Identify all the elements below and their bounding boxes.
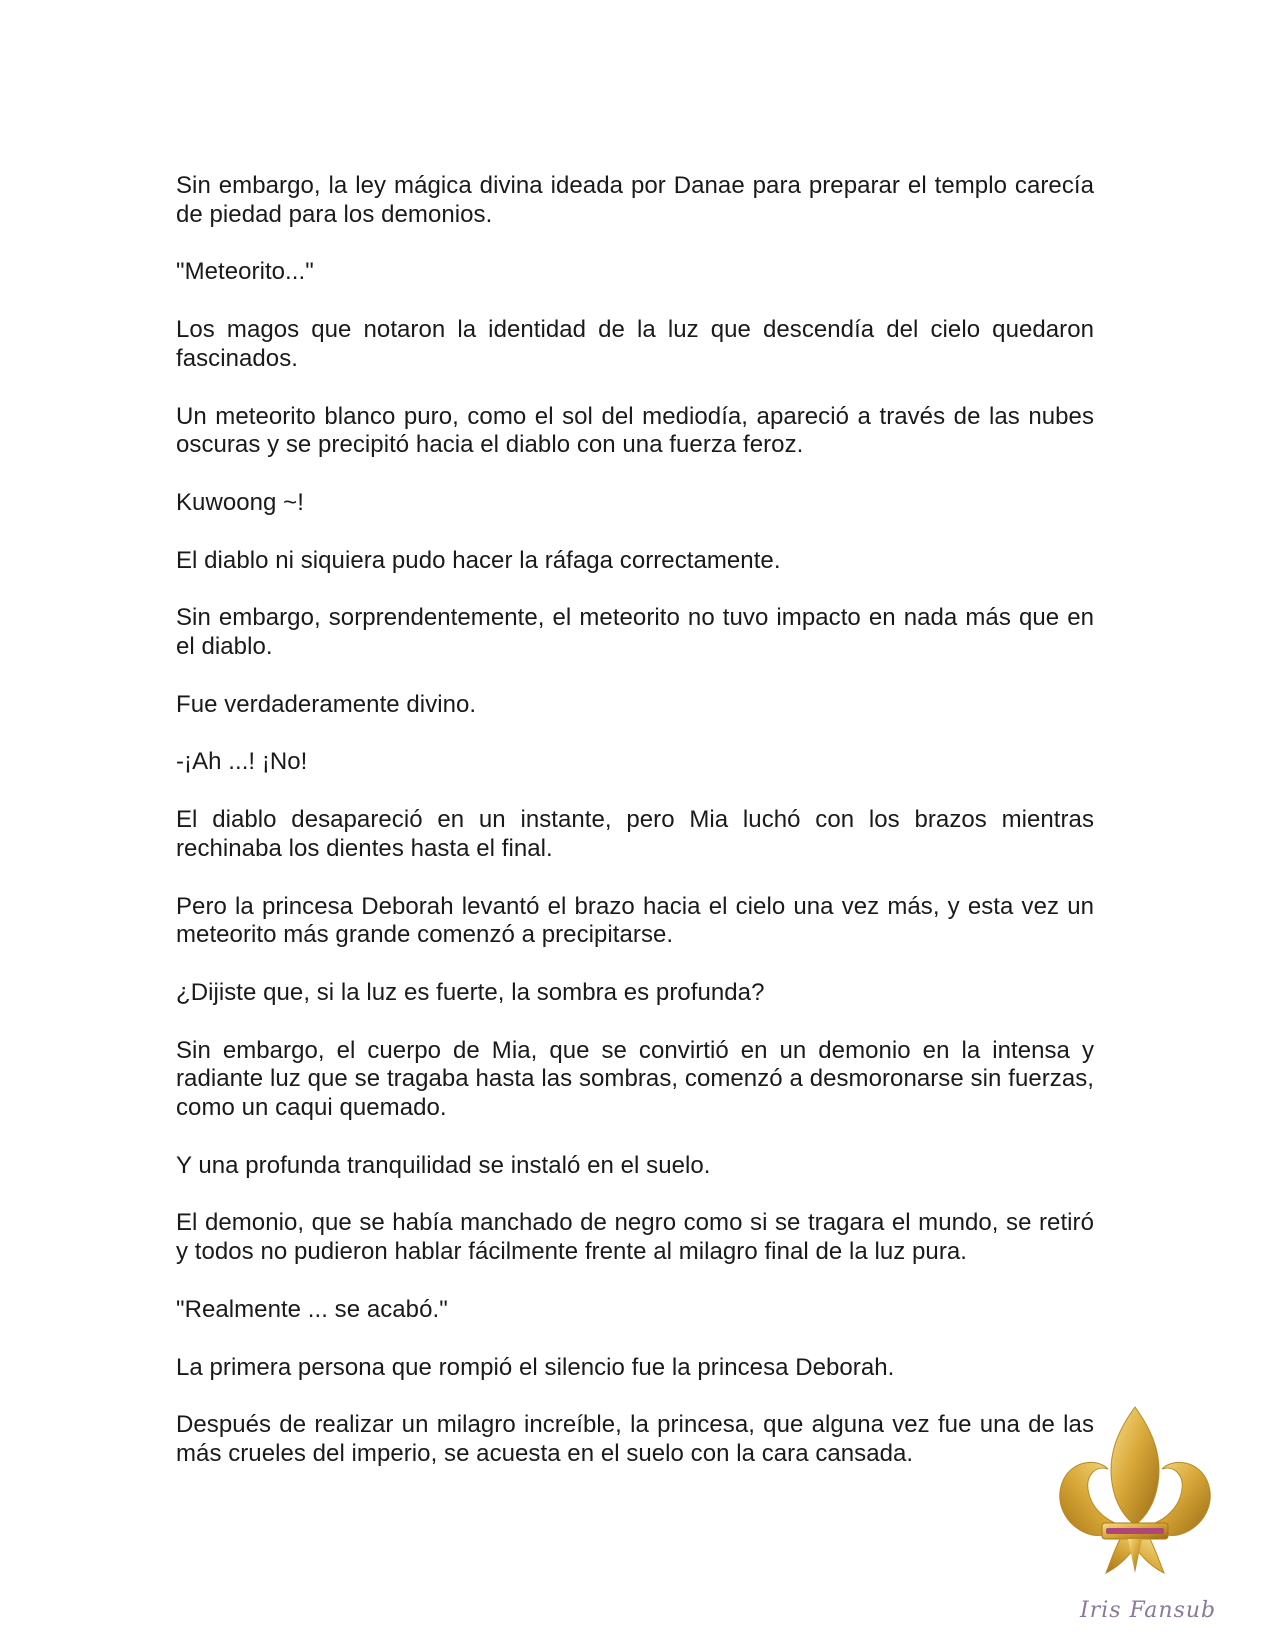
paragraph: Un meteorito blanco puro, como el sol del mediodía, apareció a través de las nubes oscuras y se precipitó hacia el diablo con una fuerza feroz. <box>176 402 1094 459</box>
paragraph: Sin embargo, la ley mágica divina ideada por Danae para preparar el templo carecía de piedad para los demonios. <box>176 172 1094 228</box>
paragraph: -¡Ah ...! ¡No! <box>176 748 308 776</box>
paragraph: El demonio, que se había manchado de negro como si se tragara el mundo, se retiró y todos no pudieron hablar fácilmente frente al milagro final de la luz pura. <box>176 1209 1094 1266</box>
paragraph: "Meteorito..." <box>176 258 314 286</box>
paragraph: Después de realizar un milagro increíble, la princesa, que alguna vez fue una de las más crueles del imperio, se acuesta en el suelo con la cara cansada. <box>176 1411 1094 1467</box>
paragraph: Los magos que notaron la identidad de la luz que descendía del cielo quedaron fascinados. <box>176 316 1094 372</box>
paragraph: Sin embargo, el cuerpo de Mia, que se convirtió en un demonio en la intensa y radiante luz que se tragaba hasta las sombras, comenzó a desmoronarse sin fuerzas, como un caqui quemado. <box>176 1036 1094 1122</box>
paragraph: El diablo desapareció en un instante, pero Mia luchó con los brazos mientras rechinaba los dientes hasta el final. <box>176 806 1094 862</box>
paragraph: Fue verdaderamente divino. <box>176 690 477 718</box>
signature-logo: Iris Fansub <box>1080 1598 1217 1623</box>
paragraph: El diablo ni siquiera pudo hacer la ráfaga correctamente. <box>176 546 781 574</box>
paragraph: Y una profunda tranquilidad se instaló en el suelo. <box>176 1151 711 1179</box>
paragraph: La primera persona que rompió el silencio fue la princesa Deborah. <box>176 1353 895 1381</box>
paragraph: Pero la princesa Deborah levantó el brazo hacia el cielo una vez más, y esta vez un meteorito más grande comenzó a precipitarse. <box>176 892 1094 949</box>
fleur-de-lis-icon <box>1050 1405 1220 1610</box>
paragraph: Kuwoong ~! <box>176 488 304 516</box>
document-body <box>176 172 1094 1498</box>
paragraph: "Realmente ... se acabó." <box>176 1295 448 1323</box>
paragraph: Sin embargo, sorprendentemente, el meteorito no tuvo impacto en nada más que en el diablo. <box>176 604 1094 661</box>
paragraph: ¿Dijiste que, si la luz es fuerte, la sombra es profunda? <box>176 978 765 1006</box>
